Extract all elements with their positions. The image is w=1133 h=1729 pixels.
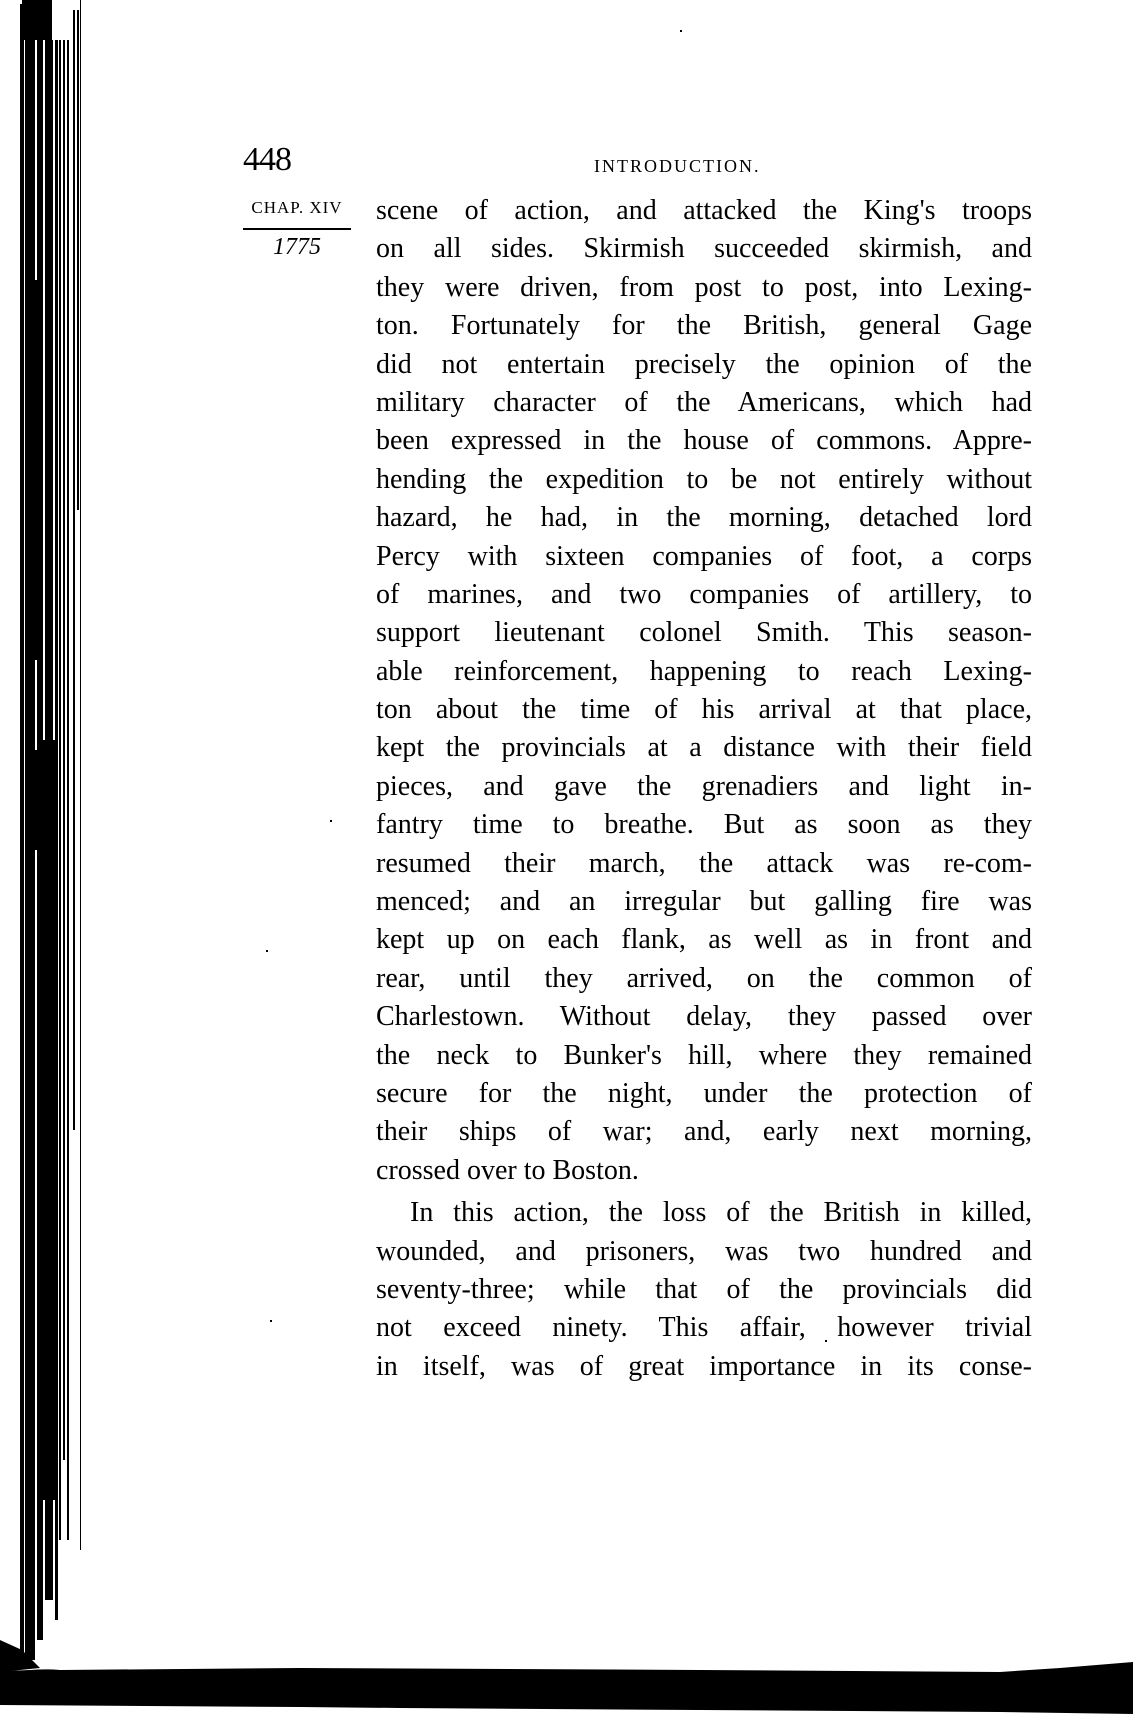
body-text: [376, 192, 1032, 1386]
text-line: secure for the night, under the protection of: [376, 1077, 1032, 1109]
text-line: crossed over to Boston.: [376, 1154, 639, 1186]
text-line: ton. Fortunately for the British, general Gage: [376, 310, 1032, 342]
text-line: been expressed in the house of commons. Appre-: [376, 425, 1032, 457]
text-line: In this action, the loss of the British in killed,: [410, 1197, 1032, 1229]
margin-rule: [243, 228, 351, 230]
text-line: seventy-three; while that of the provincials did: [376, 1273, 1032, 1305]
scan-speck: [266, 950, 268, 952]
text-line: did not entertain precisely the opinion of the: [376, 348, 1032, 380]
text-line: able reinforcement, happening to reach Lexing-: [376, 655, 1032, 687]
text-line: rear, until they arrived, on the common of: [376, 962, 1032, 994]
margin-year: 1775: [273, 234, 321, 260]
page-number: 448: [243, 141, 291, 178]
margin-note: [242, 196, 352, 258]
paragraph-2: [376, 1194, 1032, 1386]
text-line: pieces, and gave the grenadiers and light in-: [376, 770, 1032, 802]
text-line: on all sides. Skirmish succeeded skirmish, and: [376, 233, 1032, 265]
text-line: fantry time to breathe. But as soon as they: [376, 809, 1032, 841]
scan-speck: [330, 820, 332, 822]
text-line: scene of action, and attacked the King's troops: [376, 195, 1032, 226]
text-line: of marines, and two companies of artillery, to: [376, 578, 1032, 610]
scan-speck: [270, 1320, 272, 1322]
text-line: the neck to Bunker's hill, where they remained: [376, 1039, 1032, 1071]
text-line: their ships of war; and, early next morning,: [376, 1116, 1032, 1148]
text-line: hending the expedition to be not entirely without: [376, 463, 1032, 495]
margin-chapter-label: CHAP. XIV: [251, 198, 343, 217]
text-line: resumed their march, the attack was re-com-: [376, 847, 1032, 879]
text-line: ton about the time of his arrival at that place,: [376, 694, 1032, 726]
text-line: Charlestown. Without delay, they passed over: [376, 1001, 1032, 1033]
text-line: not exceed ninety. This affair, however trivial: [376, 1312, 1032, 1344]
text-line: menced; and an irregular but galling fire was: [376, 886, 1032, 918]
text-line: kept up on each flank, as well as in front and: [376, 924, 1032, 956]
text-line: support lieutenant colonel Smith. This season-: [376, 617, 1032, 649]
scan-speck: [680, 30, 682, 32]
paragraph-1: [376, 192, 1032, 1190]
text-line: Percy with sixteen companies of foot, a corps: [376, 540, 1032, 572]
text-line: they were driven, from post to post, into Lexing-: [376, 271, 1032, 303]
text-line: kept the provincials at a distance with their field: [376, 732, 1032, 764]
book-binding-edge: [0, 0, 80, 1729]
text-line: in itself, was of great importance in its conse-: [376, 1350, 1032, 1382]
running-head: INTRODUCTION.: [594, 156, 761, 176]
text-line: wounded, and prisoners, was two hundred and: [376, 1235, 1032, 1267]
text-line: military character of the Americans, which had: [376, 386, 1032, 418]
text-line: hazard, he had, in the morning, detached lord: [376, 502, 1032, 534]
